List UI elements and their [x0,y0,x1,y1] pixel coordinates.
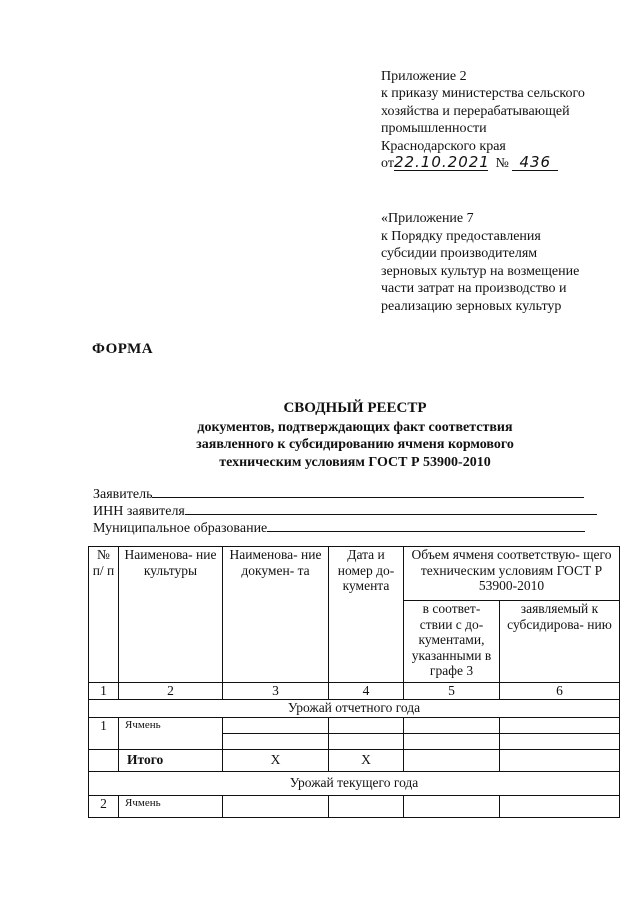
appendix7-line: части затрат на производство и [381,281,567,297]
cell[interactable] [223,795,329,817]
appendix-line: Приложение 2 [381,69,467,84]
cell[interactable] [404,717,500,733]
appendix-line: Краснодарского края [381,138,506,154]
number-prefix: № [495,156,509,172]
municipality-label: Муниципальное образование [93,521,268,536]
cell[interactable] [500,717,620,733]
column-number: 5 [404,683,500,700]
applicant-line[interactable] [152,485,584,498]
subtitle-line: техническим условиям ГОСТ Р 53900-2010 [219,454,491,470]
column-number: 4 [329,683,404,700]
column-number: 2 [119,683,223,700]
date-prefix: от [381,156,394,172]
document-title: СВОДНЫЙ РЕЕСТР [283,400,427,416]
header-volume-by-documents: в соответ- ствии с до- кументами, указанными в графе 3 [404,601,500,683]
appendix7-line: «Приложение 7 [381,211,474,226]
municipality-field[interactable] [93,519,585,537]
total-row [89,749,620,771]
inn-label: ИНН заявителя [93,504,185,519]
appendix-block [381,68,621,172]
cell[interactable] [500,749,620,771]
cell[interactable] [223,717,329,733]
cell[interactable] [329,795,404,817]
inn-field[interactable] [93,502,597,520]
appendix-line: промышленности [381,121,487,137]
header-document-date: Дата и номер до- кумента [329,547,404,683]
column-number: 1 [89,683,119,700]
appendix-line: к приказу министерства сельского [381,86,585,102]
row-number: 2 [89,795,119,817]
cell[interactable] [404,749,500,771]
appendix-date-line [381,155,621,172]
inn-line[interactable] [185,502,597,515]
column-numbers-row [89,683,620,700]
table-row [89,795,620,817]
appendix7-line: реализацию зерновых культур [381,298,562,314]
appendix7-line: зерновых культур на возмещение [381,263,580,279]
row-number: 1 [89,717,119,749]
column-number: 3 [223,683,329,700]
appendix7-line: к Порядку предоставления [381,228,541,244]
total-label: Итого [119,749,223,771]
cell[interactable] [500,733,620,749]
applicant-field[interactable] [93,485,584,503]
header-volume-claimed: заявляемый к субсидирова- нию [500,601,620,683]
appendix7-block [381,210,621,316]
municipality-line[interactable] [267,519,585,532]
row-culture: Ячмень [119,717,223,749]
appendix-line: хозяйства и перерабатывающей [381,103,570,119]
x-mark: X [223,749,329,771]
cell[interactable] [329,717,404,733]
header-volume: Объем ячменя соответствую- щего техническим условиям ГОСТ Р 53900-2010 [404,547,620,601]
section-row [89,699,620,717]
applicant-label: Заявитель [93,487,153,502]
cell[interactable] [329,733,404,749]
section-row [89,771,620,795]
register-table [88,546,620,818]
subtitle-line: заявленного к субсидированию ячменя кормового [196,437,514,453]
table-row [89,717,620,733]
cell[interactable] [500,795,620,817]
order-number: 436 [512,155,558,171]
x-mark: X [329,749,404,771]
header-culture: Наименова- ние культуры [119,547,223,683]
row-culture: Ячмень [119,795,223,817]
document-subtitle [80,419,630,471]
cell[interactable] [404,733,500,749]
header-document-name: Наименова- ние докумен- та [223,547,329,683]
section-current-year: Урожай текущего года [89,771,620,795]
cell[interactable] [223,733,329,749]
section-reporting-year: Урожай отчетного года [89,699,620,717]
table-header-row [89,547,620,601]
subtitle-line: документов, подтверждающих факт соответствия [197,420,513,435]
order-date: 22.10.2021 [393,153,490,172]
column-number: 6 [500,683,620,700]
cell [89,749,119,771]
header-number: № п/ п [89,547,119,683]
form-label: ФОРМА [92,341,154,357]
appendix7-line: субсидии производителям [381,246,538,262]
cell[interactable] [404,795,500,817]
